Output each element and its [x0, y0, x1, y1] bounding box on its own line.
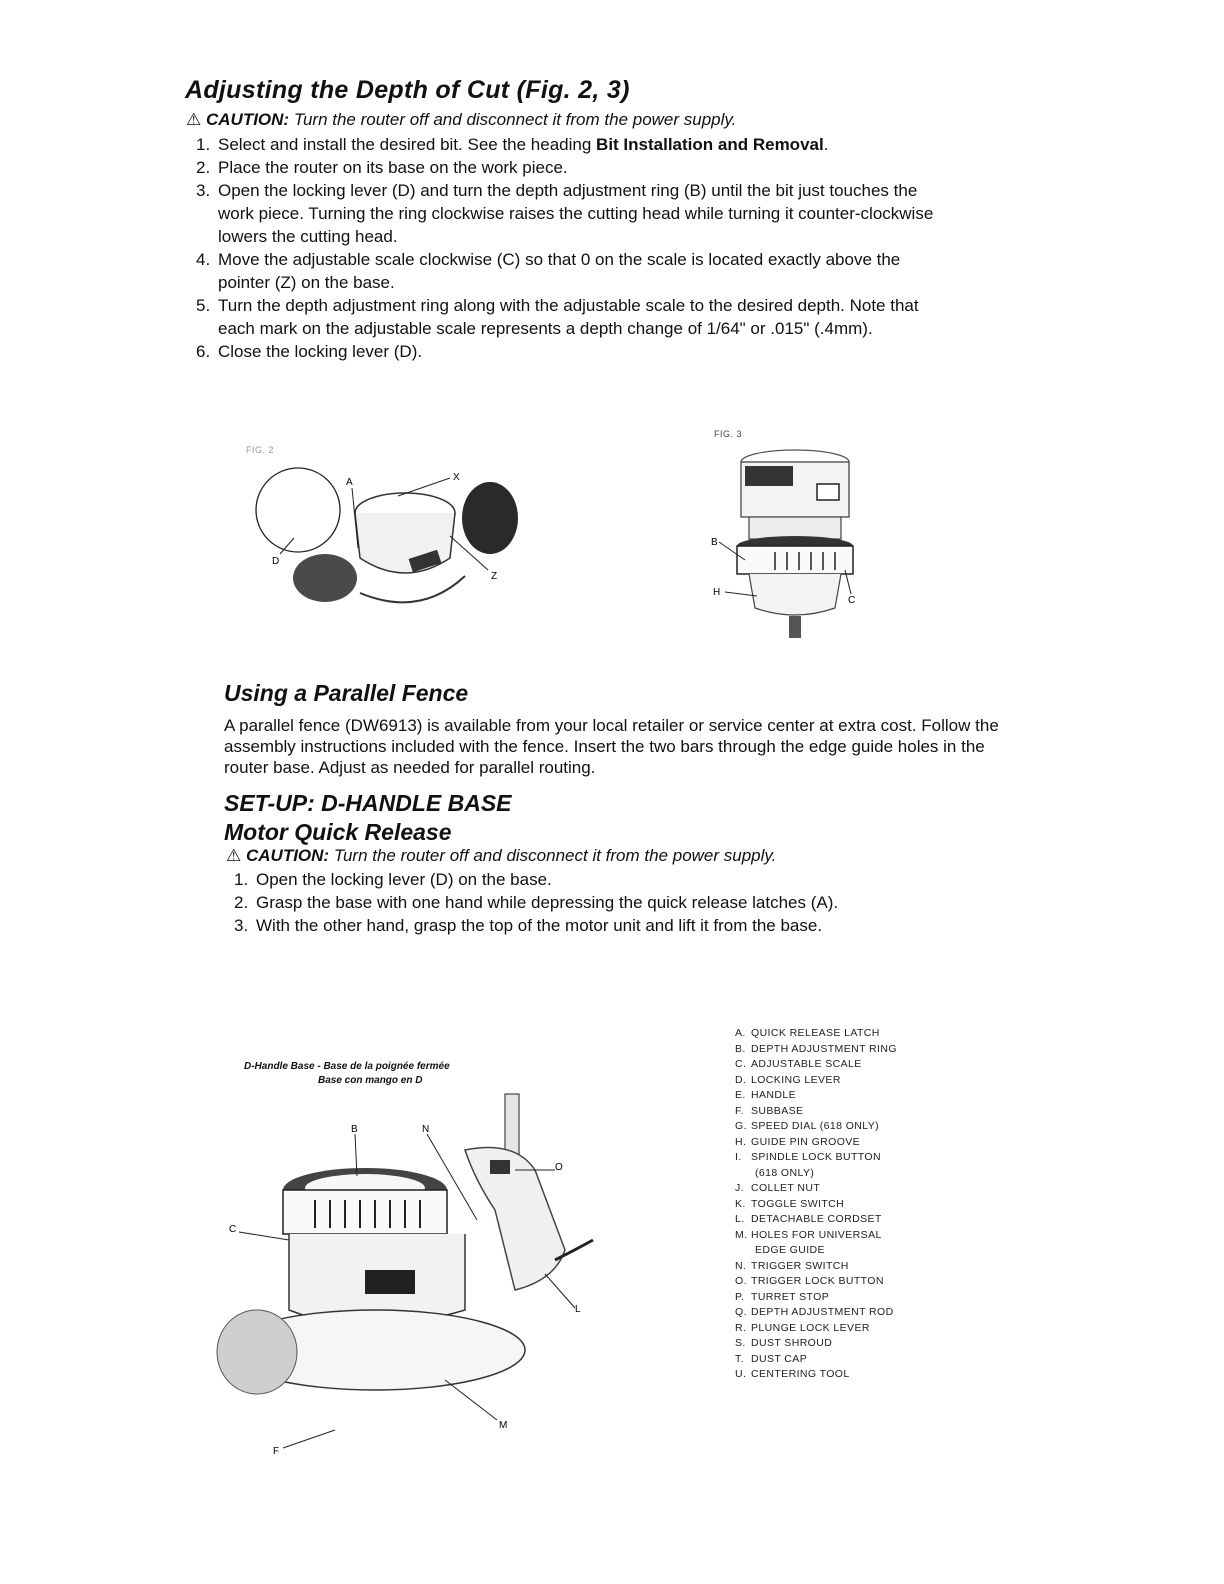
legend-item: E. HANDLE — [735, 1089, 796, 1101]
step-text-end: . — [823, 135, 829, 154]
dhandle-leader-c — [239, 1232, 289, 1240]
step-text: Move the adjustable scale clockwise (C) so that 0 on the scale is located exactly above the pointer (Z) on the base. — [218, 250, 901, 292]
dhandle-leader-f — [283, 1430, 335, 1448]
step-text: Select and install the desired bit. See the heading — [218, 135, 597, 154]
dhandle-knob — [217, 1310, 297, 1394]
step-text: Grasp the base with one hand while depressing the quick release latches (A). — [256, 893, 839, 912]
legend-item: K. TOGGLE SWITCH — [735, 1197, 845, 1210]
fig2-caption: FIG. 2 — [246, 445, 275, 455]
dhandle-label-f: F — [273, 1446, 280, 1457]
legend-item: N. TRIGGER SWITCH — [735, 1259, 849, 1272]
caution-label: CAUTION: — [205, 110, 290, 129]
warning-icon: ⚠ — [186, 110, 202, 129]
caution-notice-2 — [226, 846, 776, 866]
caution-text: Turn the router off and disconnect it from the power supply. — [293, 110, 737, 129]
legend-item: L. DETACHABLE CORDSET — [735, 1213, 882, 1225]
step-number: 5. — [196, 296, 211, 315]
dhandle-caption — [244, 1060, 450, 1088]
parallel-fence-text: A parallel fence (DW6913) is available from your local retailer or service center at extra cost. Follow the assembly instructions included with the fence. Insert the two bars through the edge guide holes in the router base. Adjust as needed for parallel routing. — [224, 716, 999, 777]
list-item — [196, 133, 956, 156]
fig3-label-h: H — [713, 587, 721, 598]
legend-item: M. HOLES FOR UNIVERSAL — [735, 1228, 882, 1241]
legend-item: O. TRIGGER LOCK BUTTON — [735, 1275, 884, 1287]
warning-icon: ⚠ — [226, 846, 242, 865]
legend-item: Q. DEPTH ADJUSTMENT ROD — [735, 1306, 894, 1318]
step-number: 3. — [234, 916, 249, 935]
fig3-label-c: C — [848, 595, 856, 606]
dhandle-depth-ring — [283, 1190, 447, 1234]
list-item — [196, 340, 956, 363]
step-text: Close the locking lever (D). — [218, 342, 423, 361]
fig2-left-knob — [293, 554, 357, 602]
legend-item: H. GUIDE PIN GROOVE — [735, 1135, 861, 1148]
fig3-label-b: B — [711, 537, 718, 548]
legend-item: B. DEPTH ADJUSTMENT RING — [735, 1042, 897, 1055]
step-text: Open the locking lever (D) on the base. — [256, 870, 552, 889]
fig2-subbase-edge — [360, 576, 465, 602]
list-item — [196, 294, 956, 340]
dhandle-handle — [465, 1148, 565, 1291]
dhandle-label-b: B — [351, 1124, 358, 1135]
fig3-lower-body — [749, 574, 841, 615]
step-number: 3. — [196, 181, 211, 200]
legend-item: I. SPINDLE LOCK BUTTON — [735, 1151, 881, 1163]
dhandle-leader-m — [445, 1380, 497, 1420]
dhandle-logo-plate — [365, 1270, 415, 1294]
step-number: 2. — [234, 893, 249, 912]
caution-notice — [186, 110, 736, 130]
dhandle-label-m: M — [499, 1420, 508, 1431]
fig3-illustration — [705, 440, 870, 650]
dhandle-caption-line2: Base con mango en D — [318, 1075, 423, 1086]
section-title-motor-quick-release: Motor Quick Release — [224, 819, 452, 845]
step-text: With the other hand, grasp the top of the motor unit and lift it from the base. — [256, 916, 823, 935]
step-text: Place the router on its base on the work piece. — [218, 158, 568, 177]
fig3-clamp — [749, 517, 841, 539]
fig2-label-d: D — [272, 556, 280, 567]
dhandle-label-c: C — [229, 1224, 237, 1235]
section-title-parallel-fence: Using a Parallel Fence — [224, 680, 469, 706]
step-bold-reference: Bit Installation and Removal — [596, 135, 824, 154]
fig2-leader-x — [398, 478, 450, 496]
fig2-label-a: A — [346, 477, 353, 488]
legend-item: F. SUBBASE — [735, 1104, 804, 1117]
legend-item: R. PLUNGE LOCK LEVER — [735, 1321, 870, 1334]
step-text: Turn the depth adjustment ring along with the adjustable scale to the desired depth. Note that each mark on the adjustable scale represents a depth change of 1/64" or .015" (.4mm). — [218, 296, 919, 338]
dhandle-label-n: N — [422, 1124, 430, 1135]
list-item — [196, 248, 956, 294]
legend-item: T. DUST CAP — [735, 1352, 808, 1365]
step-number: 2. — [196, 158, 211, 177]
list-item — [196, 179, 956, 248]
dhandle-depth-rod — [505, 1094, 519, 1154]
step-number: 1. — [196, 135, 211, 154]
fig2-label-x: X — [453, 472, 460, 483]
section-title-depth-of-cut: Adjusting the Depth of Cut (Fig. 2, 3) — [185, 76, 630, 104]
legend-item: J. COLLET NUT — [735, 1182, 821, 1194]
legend-item: U. CENTERING TOOL — [735, 1368, 850, 1380]
legend-item: P. TURRET STOP — [735, 1290, 830, 1303]
legend-item: S. DUST SHROUD — [735, 1337, 833, 1349]
fig2-label-z: Z — [491, 571, 498, 582]
dhandle-trigger — [490, 1160, 510, 1174]
legend-item: G. SPEED DIAL (618 ONLY) — [735, 1120, 880, 1132]
fig2-illustration — [250, 458, 530, 628]
list-item — [234, 868, 954, 891]
step-number: 6. — [196, 342, 211, 361]
section-title-setup-dhandle: SET-UP: D-HANDLE BASE — [224, 790, 512, 816]
parallel-fence-section — [224, 680, 1004, 846]
fig3-collet — [789, 616, 801, 638]
dhandle-illustration — [215, 1090, 615, 1470]
legend-item: C. ADJUSTABLE SCALE — [735, 1058, 862, 1070]
depth-steps-list — [196, 133, 956, 363]
legend-item-continued: (618 ONLY) — [755, 1166, 815, 1179]
dhandle-caption-line1: D-Handle Base - Base de la poignée fermée — [244, 1061, 450, 1072]
list-item — [234, 914, 954, 937]
fig2-base-body — [355, 513, 455, 573]
fig3-motor-vents — [745, 466, 793, 486]
legend-item: D. LOCKING LEVER — [735, 1073, 841, 1086]
list-item — [196, 156, 956, 179]
step-number: 4. — [196, 250, 211, 269]
dhandle-label-o: O — [555, 1162, 563, 1173]
dhandle-label-l: L — [575, 1304, 581, 1315]
legend-item-continued: EDGE GUIDE — [755, 1244, 825, 1256]
fig3-caption: FIG. 3 — [714, 429, 743, 439]
fig3-switch — [817, 484, 839, 500]
step-text: Open the locking lever (D) and turn the depth adjustment ring (B) until the bit just touches the work piece. Turning the ring clockwise raises the cutting head while turning it counter-clockwise lowers the cutting head. — [218, 181, 934, 246]
fig2-right-knob — [462, 482, 518, 554]
fig2-detail-circle — [256, 468, 340, 552]
list-item — [234, 891, 954, 914]
quick-release-steps-list — [234, 868, 954, 937]
caution-text: Turn the router off and disconnect it from the power supply. — [333, 846, 777, 865]
step-number: 1. — [234, 870, 249, 889]
parts-legend — [735, 1026, 897, 1383]
caution-label: CAUTION: — [245, 846, 330, 865]
legend-item: A. QUICK RELEASE LATCH — [735, 1027, 880, 1039]
dhandle-leader-l — [545, 1274, 575, 1308]
